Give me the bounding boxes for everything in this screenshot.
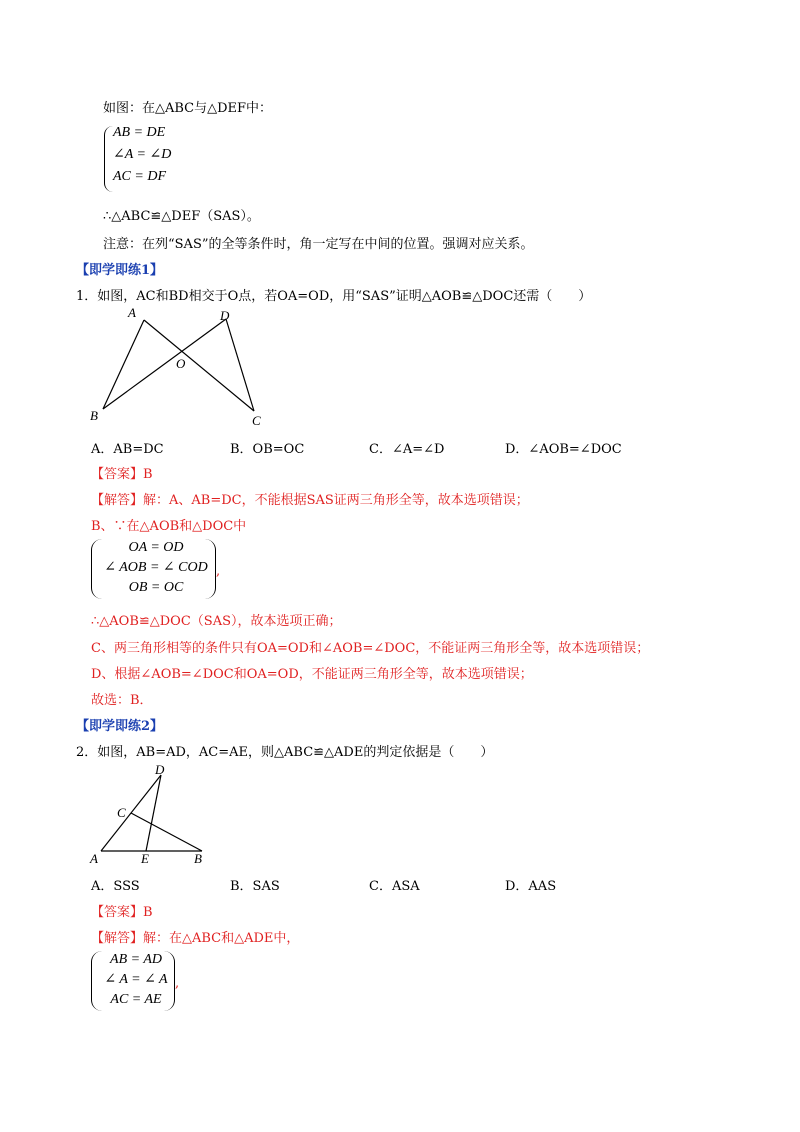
segment-dc [226, 319, 254, 411]
practice-heading: 【即学即练1】 [76, 263, 164, 278]
label-a: A [90, 851, 98, 866]
answer-label: 【答案】B [91, 467, 153, 482]
label-d: D [155, 762, 165, 777]
option-b: B．SAS [230, 879, 280, 894]
option-a: A．AB=DC [91, 442, 164, 457]
analysis-line: 【解答】解：在△ABC和△ADE中， [91, 931, 300, 946]
answer-label: 【答案】B [91, 905, 153, 920]
right-paren [164, 951, 175, 1011]
intro-conclusion: ∴△ABC≌△DEF（SAS）。 [103, 209, 260, 224]
segment-db [103, 319, 226, 409]
analysis-line: 【解答】解：A、AB=DC，不能根据SAS证两三角形全等，故本选项错误； [91, 493, 529, 508]
brace [104, 126, 113, 192]
option-c: C．∠A=∠D [369, 442, 445, 457]
final-answer: 故选：B． [91, 693, 153, 708]
segment-de [146, 775, 161, 851]
intro-equation-system [113, 122, 171, 188]
label-e: E [141, 851, 149, 866]
label-c: C [117, 805, 126, 820]
option-c: C．ASA [369, 879, 420, 894]
equation-row: AC = DF [113, 169, 166, 184]
equation-row: ∠ A = ∠ A [104, 972, 168, 987]
equation-row: ∠A = ∠D [113, 147, 172, 162]
label-b: B [90, 408, 98, 423]
equation-row: OA = OD [128, 540, 184, 555]
segment-ab [103, 320, 144, 409]
intro-line: 如图：在△ABC与△DEF中： [103, 101, 273, 116]
figure-crossing-triangles [88, 300, 278, 430]
equation-row: AB = AD [110, 952, 162, 967]
equation-row: OB = OC [128, 580, 184, 595]
label-a: A [128, 305, 136, 320]
question-text: 2．如图，AB=AD，AC=AE，则△ABC≌△ADE的判定依据是（ ） [76, 745, 494, 760]
analysis-line-d: D、根据∠AOB=∠DOC和OA=OD，不能证两三角形全等，故本选项错误； [91, 667, 533, 682]
practice1-equation-system [97, 538, 215, 598]
right-paren [205, 539, 216, 599]
figure-triangle-ade [88, 758, 218, 868]
analysis-conclusion: ∴△AOB≌△DOC（SAS），故本选项正确； [91, 614, 342, 629]
intro-note: 注意：在列“SAS”的全等条件时，角一定写在中间的位置。强调对应关系。 [103, 237, 534, 252]
option-d: D．AAS [505, 879, 557, 894]
option-b: B．OB=OC [230, 442, 305, 457]
question-text: 1．如图，AC和BD相交于O点，若OA=OD，用“SAS”证明△AOB≌△DOC还需（ ） [76, 289, 592, 304]
label-d: D [220, 308, 230, 323]
equation-row: AC = AE [110, 992, 162, 1007]
comma: , [175, 976, 180, 991]
analysis-line-c: C、两三角形相等的条件只有OA=OD和∠AOB=∠DOC，不能证两三角形全等，故本选项错误； [91, 641, 650, 656]
label-b: B [194, 851, 202, 866]
practice2-equation-system [99, 950, 173, 1010]
analysis-line-b: B、∵在△AOB和△DOC中 [91, 519, 247, 534]
label-o: O [176, 356, 186, 371]
segment-ac [144, 320, 254, 411]
segment-cb [131, 813, 202, 851]
label-c: C [252, 413, 261, 428]
option-d: D．∠AOB=∠DOC [505, 442, 622, 457]
option-a: A．SSS [91, 879, 140, 894]
equation-row: AB = DE [113, 125, 166, 140]
practice-heading: 【即学即练2】 [76, 719, 164, 734]
equation-row: ∠ AOB = ∠ COD [104, 560, 208, 575]
comma: , [216, 564, 221, 579]
